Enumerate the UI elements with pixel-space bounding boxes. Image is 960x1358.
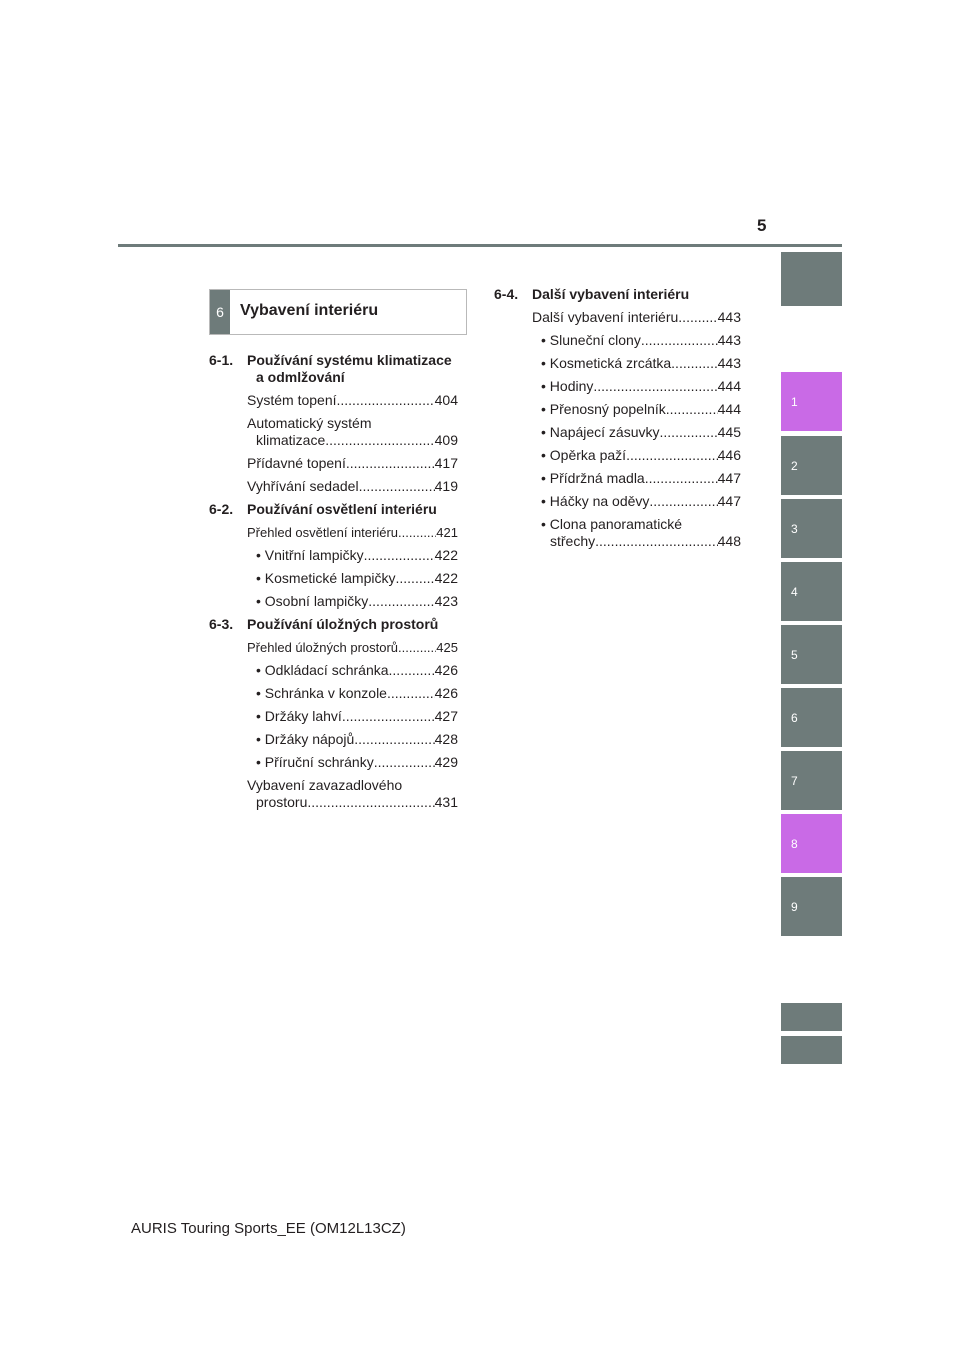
toc-entry[interactable] — [494, 447, 741, 464]
dot-leader — [354, 731, 434, 748]
toc-entry[interactable] — [209, 754, 458, 771]
dot-leader — [626, 447, 718, 464]
dot-leader — [666, 401, 718, 418]
toc-entry-text: • Opěrka paží — [541, 447, 627, 463]
header-rule — [118, 244, 842, 247]
toc-entry-text-cont: prostoru — [256, 794, 308, 810]
dot-leader — [678, 309, 717, 326]
toc-entry-text: • Přídržná madla — [541, 470, 645, 486]
side-tab-label: 5 — [791, 647, 798, 662]
side-tab-index-2[interactable] — [781, 1036, 842, 1064]
toc-entry-page: 445 — [717, 424, 741, 440]
section-number: 6 — [210, 290, 230, 334]
toc-entry-text: • Schránka v konzole — [256, 685, 387, 701]
toc-entry-text: • Sluneční clony — [541, 332, 641, 348]
toc-entry-text: Vybavení zavazadlového — [247, 777, 403, 793]
toc-heading-number: 6-1. — [209, 352, 234, 368]
toc-heading-title: Používání systému klimatizace a odmlžování — [247, 352, 452, 385]
dot-leader — [387, 685, 435, 702]
toc-entry-page: 426 — [434, 662, 458, 678]
toc-heading-number: 6-2. — [209, 501, 234, 517]
toc-entry-page: 443 — [717, 332, 741, 348]
toc-entry-text: • Osobní lampičky — [256, 593, 369, 609]
dot-leader — [364, 547, 435, 564]
side-tab-label: 4 — [791, 584, 798, 599]
toc-entry-page: 444 — [717, 401, 741, 417]
dot-leader — [641, 332, 718, 349]
side-tab-label: 6 — [791, 710, 798, 725]
dot-leader — [660, 424, 718, 441]
side-tab-6[interactable] — [781, 688, 842, 747]
toc-entry-text: • Hodiny — [541, 378, 594, 394]
toc-entry[interactable] — [494, 493, 741, 510]
toc-heading-6-3[interactable] — [209, 616, 458, 633]
toc-entry[interactable] — [494, 378, 741, 395]
dot-leader — [649, 493, 717, 510]
toc-entry-page: 447 — [717, 470, 741, 486]
toc-right-column — [494, 286, 741, 556]
toc-entry-page: 444 — [717, 378, 741, 394]
toc-entry[interactable] — [209, 662, 458, 679]
toc-entry[interactable] — [209, 593, 458, 610]
dot-leader — [374, 754, 435, 771]
toc-entry[interactable] — [209, 731, 458, 748]
toc-entry-page: 404 — [434, 392, 458, 408]
toc-entry-page: 443 — [717, 309, 741, 325]
toc-entry[interactable] — [209, 777, 458, 811]
toc-heading-title: Používání úložných prostorů — [247, 616, 439, 632]
side-tab-index[interactable] — [781, 1003, 842, 1031]
side-tab-label: 3 — [791, 521, 798, 536]
dot-leader — [325, 432, 434, 449]
dot-leader — [346, 455, 435, 472]
toc-entry-page: 446 — [717, 447, 741, 463]
toc-entry-text: • Příruční schránky — [256, 754, 374, 770]
dot-leader — [337, 392, 435, 409]
toc-heading-6-2[interactable] — [209, 501, 458, 518]
toc-entry-text: • Napájecí zásuvky — [541, 424, 660, 440]
dot-leader — [645, 470, 718, 487]
toc-entry[interactable] — [494, 424, 741, 441]
toc-entry-page: 423 — [434, 593, 458, 609]
side-tab-7[interactable] — [781, 751, 842, 810]
toc-entry-page: 409 — [434, 432, 458, 448]
toc-entry[interactable] — [209, 392, 458, 409]
toc-entry-text-cont: střechy — [550, 533, 596, 549]
side-tab-top[interactable] — [781, 252, 842, 306]
dot-leader — [671, 355, 717, 372]
toc-entry-text: Přehled osvětlení interiéru — [247, 525, 399, 540]
dot-leader — [359, 478, 435, 495]
side-tab-9[interactable] — [781, 877, 842, 936]
toc-entry-text: Automatický systém — [247, 415, 372, 431]
toc-heading-title: Používání osvětlení interiéru — [247, 501, 437, 517]
toc-entry-text: Přídavné topení — [247, 455, 346, 471]
toc-entry-text: • Kosmetické lampičky — [256, 570, 396, 586]
toc-entry[interactable] — [494, 355, 741, 372]
toc-entry-page: 425 — [436, 640, 458, 655]
toc-entry-text-cont: klimatizace — [256, 432, 326, 448]
toc-heading-number: 6-4. — [494, 286, 519, 302]
toc-heading-title: Další vybavení interiéru — [532, 286, 690, 302]
toc-entry-page: 428 — [434, 731, 458, 747]
toc-entry[interactable] — [494, 516, 741, 550]
toc-heading-6-4[interactable] — [494, 286, 741, 303]
toc-left-column — [209, 352, 458, 817]
toc-entry-text: Systém topení — [247, 392, 337, 408]
toc-entry[interactable] — [494, 401, 741, 418]
side-tab-label: 1 — [791, 394, 798, 409]
toc-entry-page: 419 — [434, 478, 458, 494]
toc-entry-text: • Odkládací schránka — [256, 662, 389, 678]
dot-leader — [595, 533, 718, 550]
dot-leader — [342, 708, 435, 725]
toc-entry-text: • Držáky nápojů — [256, 731, 355, 747]
toc-entry-page: 421 — [436, 525, 458, 540]
toc-entry[interactable] — [494, 332, 741, 349]
toc-entry[interactable] — [209, 708, 458, 725]
toc-entry[interactable] — [209, 570, 458, 587]
dot-leader — [398, 524, 436, 541]
dot-leader — [368, 593, 434, 610]
side-tab-4[interactable] — [781, 562, 842, 621]
dot-leader — [396, 570, 435, 587]
toc-entry[interactable] — [209, 639, 458, 656]
toc-entry-page: 443 — [717, 355, 741, 371]
toc-entry[interactable] — [209, 478, 458, 495]
side-tab-label: 9 — [791, 899, 798, 914]
toc-entry-page: 427 — [434, 708, 458, 724]
toc-entry-text: Přehled úložných prostorů — [247, 640, 399, 655]
side-tab-1[interactable] — [781, 372, 842, 431]
toc-entry-page: 429 — [434, 754, 458, 770]
toc-entry[interactable] — [209, 685, 458, 702]
toc-entry-text: • Vnitřní lampičky — [256, 547, 364, 563]
dot-leader — [307, 794, 434, 811]
toc-entry-text: • Přenosný popelník — [541, 401, 666, 417]
side-tab-label: 8 — [791, 836, 798, 851]
toc-heading-number: 6-3. — [209, 616, 234, 632]
toc-entry-page: 426 — [434, 685, 458, 701]
toc-entry[interactable] — [209, 455, 458, 472]
toc-entry-text: • Clona panoramatické — [541, 516, 683, 532]
side-tab-label: 7 — [791, 773, 798, 788]
side-tab-label: 2 — [791, 458, 798, 473]
toc-entry-text: Vyhřívání sedadel — [247, 478, 359, 494]
dot-leader — [389, 662, 435, 679]
toc-entry-page: 447 — [717, 493, 741, 509]
toc-heading-6-1[interactable] — [209, 352, 458, 386]
page-number: 5 — [757, 216, 767, 235]
toc-entry-page: 422 — [434, 547, 458, 563]
toc-entry[interactable] — [209, 547, 458, 564]
side-tab-5[interactable] — [781, 625, 842, 684]
side-tab-2[interactable] — [781, 436, 842, 495]
section-title: Vybavení interiéru — [240, 302, 379, 319]
toc-entry-page: 422 — [434, 570, 458, 586]
side-tab-8[interactable] — [781, 814, 842, 873]
toc-entry-page: 431 — [434, 794, 458, 810]
section-header — [209, 289, 467, 335]
toc-entry-text: • Kosmetická zrcátka — [541, 355, 672, 371]
toc-entry-page: 448 — [717, 533, 741, 549]
toc-entry[interactable] — [494, 309, 741, 326]
footer-model: AURIS Touring Sports_EE (OM12L13CZ) — [131, 1220, 406, 1237]
toc-entry[interactable] — [494, 470, 741, 487]
toc-entry-text: • Držáky lahví — [256, 708, 342, 724]
dot-leader — [593, 378, 717, 395]
side-tab-3[interactable] — [781, 499, 842, 558]
toc-entry[interactable] — [209, 524, 458, 541]
toc-entry-text: Další vybavení interiéru — [532, 309, 679, 325]
toc-entry[interactable] — [209, 415, 458, 449]
dot-leader — [398, 639, 436, 656]
toc-entry-text: • Háčky na oděvy — [541, 493, 650, 509]
toc-entry-page: 417 — [434, 455, 458, 471]
